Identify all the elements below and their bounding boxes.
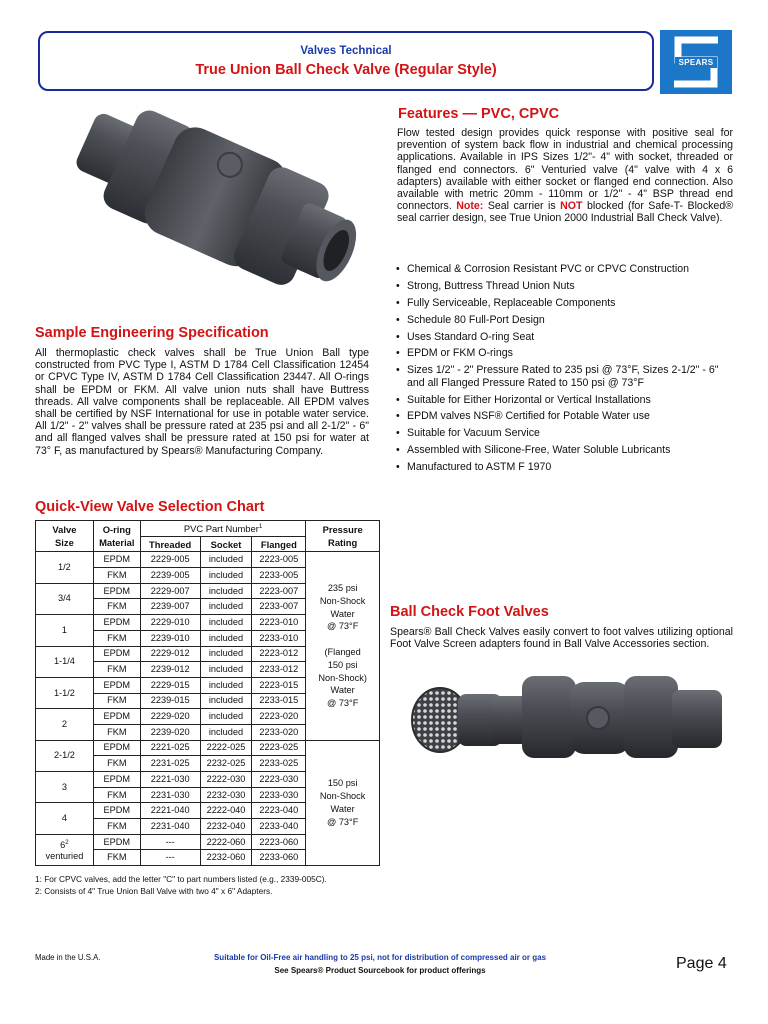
socket-part-cell: 2222-030	[200, 772, 252, 788]
valve-size-cell: 2-1/2	[36, 740, 94, 771]
pressure-rating-cell: 235 psi Non-Shock Water @ 73°F (Flanged 150 psi Non-Shock) Water @ 73°F	[306, 552, 380, 740]
threaded-part-cell: 2239-012	[140, 662, 200, 678]
feature-item: • Assembled with Silicone-Free, Water Soluble Lubricants	[396, 444, 736, 456]
feature-item: • Chemical & Corrosion Resistant PVC or CPVC Construction	[396, 263, 736, 275]
flanged-part-cell: 2223-012	[252, 646, 306, 662]
flanged-part-cell: 2233-005	[252, 568, 306, 584]
flanged-part-cell: 2223-060	[252, 834, 306, 850]
features-intro-text: Flow tested design provides quick response with positive seal for prevention of system back flow in industrial and chemical processing applications. Available in IPS Sizes 1/2"- 4" with socket, threaded or flanged end connectors. 6" Venturied valve (4" valve with 4 x 6 adapters) available with either socket or flanged end connection. Also available with metric 20mm - 110mm or 1/2" - 4" BSP thread end connectors.	[397, 127, 733, 213]
valve-size-cell: 1	[36, 615, 94, 646]
flanged-part-cell: 2233-015	[252, 693, 306, 709]
flanged-part-cell: 2233-060	[252, 850, 306, 866]
oring-material-cell: EPDM	[93, 552, 140, 568]
table-row	[36, 552, 380, 568]
threaded-part-cell: 2239-015	[140, 693, 200, 709]
threaded-part-cell: 2229-020	[140, 709, 200, 725]
note-not: NOT	[560, 200, 583, 213]
flanged-part-cell: 2233-010	[252, 630, 306, 646]
threaded-part-cell: ---	[140, 834, 200, 850]
feature-item: • Suitable for Vacuum Service	[396, 427, 736, 439]
threaded-part-cell: 2229-010	[140, 615, 200, 631]
flanged-part-cell: 2233-020	[252, 724, 306, 740]
socket-part-cell: 2222-025	[200, 740, 252, 756]
feature-item: • Suitable for Either Horizontal or Vertical Installations	[396, 394, 736, 406]
flanged-part-cell: 2223-040	[252, 803, 306, 819]
flanged-part-cell: 2223-025	[252, 740, 306, 756]
threaded-part-cell: 2231-030	[140, 787, 200, 803]
feature-item: • Strong, Buttress Thread Union Nuts	[396, 280, 736, 292]
note-text-1: Seal carrier is	[487, 200, 556, 213]
flanged-part-cell: 2223-030	[252, 772, 306, 788]
spec-heading: Sample Engineering Specification	[35, 325, 269, 341]
socket-part-cell: included	[200, 552, 252, 568]
feature-item: • EPDM or FKM O-rings	[396, 347, 736, 359]
oring-material-cell: FKM	[93, 599, 140, 615]
oring-material-cell: FKM	[93, 787, 140, 803]
spec-text: All thermoplastic check valves shall be True Union Ball type constructed from PVC Type I, ASTM D 1784 Cell Classification 12454 or CPVC Type IV, ASTM D 1784 Cell Classification 23447. All O-rings shall be EPDM or FKM. All valve union nuts shall have Buttress threads. All valve components shall be replaceable. All EPDM valves shall be certified by NSF International for use in potable water service. All 1/2" - 2" valves shall be pressure rated at 235 psi and all 2-1/2" - 6" and all flanged valves shall be pressure rated at 150 psi for water at 73° F, as manufactured by Spears® Manufacturing Company.	[35, 347, 369, 457]
threaded-part-cell: 2239-007	[140, 599, 200, 615]
foot-valve-photo	[410, 672, 735, 762]
socket-part-cell: 2232-060	[200, 850, 252, 866]
socket-part-cell: included	[200, 583, 252, 599]
valve-size-cell: 3/4	[36, 583, 94, 614]
threaded-part-cell: ---	[140, 850, 200, 866]
threaded-part-cell: 2231-040	[140, 819, 200, 835]
features-intro	[397, 127, 733, 225]
flanged-part-cell: 2233-007	[252, 599, 306, 615]
footer-sourcebook: See Spears® Product Sourcebook for product offerings	[274, 966, 486, 975]
oring-material-cell: FKM	[93, 850, 140, 866]
valve-size-cell: 2	[36, 709, 94, 740]
table-body	[36, 552, 380, 866]
oring-material-cell: EPDM	[93, 740, 140, 756]
valve-size-cell: $6^2$ venturied	[36, 834, 94, 865]
flanged-part-cell: 2233-025	[252, 756, 306, 772]
oring-material-cell: EPDM	[93, 803, 140, 819]
chart-heading: Quick-View Valve Selection Chart	[35, 499, 265, 515]
socket-part-cell: included	[200, 599, 252, 615]
col-socket: Socket	[200, 536, 252, 552]
logo-text: SPEARS	[675, 57, 717, 68]
socket-part-cell: included	[200, 646, 252, 662]
socket-part-cell: 2232-030	[200, 787, 252, 803]
foot-valves-heading: Ball Check Foot Valves	[390, 604, 549, 620]
threaded-part-cell: 2221-040	[140, 803, 200, 819]
feature-item: • Manufactured to ASTM F 1970	[396, 461, 736, 473]
oring-material-cell: FKM	[93, 693, 140, 709]
valve-size-cell: 1-1/4	[36, 646, 94, 677]
features-list	[396, 263, 736, 478]
oring-material-cell: FKM	[93, 756, 140, 772]
threaded-part-cell: 2229-007	[140, 583, 200, 599]
valve-size-cell: 3	[36, 772, 94, 803]
threaded-part-cell: 2229-005	[140, 552, 200, 568]
flanged-part-cell: 2223-010	[252, 615, 306, 631]
flanged-part-cell: 2233-030	[252, 787, 306, 803]
oring-material-cell: EPDM	[93, 583, 140, 599]
flanged-part-cell: 2233-040	[252, 819, 306, 835]
valve-size-cell: 1/2	[36, 552, 94, 583]
feature-item: • Uses Standard O-ring Seat	[396, 331, 736, 343]
socket-part-cell: 2232-040	[200, 819, 252, 835]
oring-material-cell: EPDM	[93, 677, 140, 693]
threaded-part-cell: 2221-030	[140, 772, 200, 788]
page-number: Page 4	[676, 955, 727, 972]
spears-logo	[660, 30, 732, 94]
footer-air-notice: Suitable for Oil-Free air handling to 25 psi, not for distribution of compressed air or gas	[213, 953, 547, 962]
feature-item: • Schedule 80 Full-Port Design	[396, 314, 736, 326]
flanged-part-cell: 2223-005	[252, 552, 306, 568]
threaded-part-cell: 2239-005	[140, 568, 200, 584]
socket-part-cell: 2232-025	[200, 756, 252, 772]
note-text-2: blocked (for Safe-T- Blocked® seal carrier design, see True Union 2000 Industrial Ball Check Valve).	[397, 200, 734, 225]
oring-material-cell: FKM	[93, 724, 140, 740]
header-banner	[38, 31, 654, 91]
footnote-2: 2: Consists of 4" True Union Ball Valve with two 4" x 6" Adapters.	[35, 886, 273, 896]
feature-item: • Sizes 1/2" - 2" Pressure Rated to 235 psi @ 73°F, Sizes 2-1/2" - 6" and all Flanged Pressure Rated to 150 psi @ 73°F	[396, 364, 736, 389]
oring-material-cell: EPDM	[93, 646, 140, 662]
socket-part-cell: 2222-060	[200, 834, 252, 850]
note-label: Note:	[456, 200, 484, 213]
oring-material-cell: EPDM	[93, 709, 140, 725]
socket-part-cell: 2222-040	[200, 803, 252, 819]
oring-material-cell: FKM	[93, 819, 140, 835]
feature-item: • Fully Serviceable, Replaceable Components	[396, 297, 736, 309]
oring-material-cell: EPDM	[93, 772, 140, 788]
flanged-part-cell: 2223-015	[252, 677, 306, 693]
valve-size-cell: 4	[36, 803, 94, 834]
socket-part-cell: included	[200, 724, 252, 740]
footnote-1: 1: For CPVC valves, add the letter "C" to part numbers listed (e.g., 2339-005C).	[35, 874, 327, 884]
flanged-part-cell: 2223-007	[252, 583, 306, 599]
threaded-part-cell: 2239-020	[140, 724, 200, 740]
oring-material-cell: FKM	[93, 662, 140, 678]
socket-part-cell: included	[200, 630, 252, 646]
oring-material-cell: FKM	[93, 630, 140, 646]
threaded-part-cell: 2229-012	[140, 646, 200, 662]
flanged-part-cell: 2223-020	[252, 709, 306, 725]
socket-part-cell: included	[200, 677, 252, 693]
table-row	[36, 740, 380, 756]
oring-material-cell: FKM	[93, 568, 140, 584]
col-flanged: Flanged	[252, 536, 306, 552]
socket-part-cell: included	[200, 568, 252, 584]
socket-part-cell: included	[200, 615, 252, 631]
page-title: True Union Ball Check Valve (Regular Style)	[195, 62, 497, 78]
features-heading: Features — PVC, CPVC	[398, 106, 560, 122]
feature-item: • EPDM valves NSF® Certified for Potable Water use	[396, 410, 736, 422]
socket-part-cell: included	[200, 662, 252, 678]
flanged-part-cell: 2233-012	[252, 662, 306, 678]
threaded-part-cell: 2229-015	[140, 677, 200, 693]
ball-check-valve-photo	[62, 103, 362, 308]
socket-part-cell: included	[200, 709, 252, 725]
col-threaded: Threaded	[140, 536, 200, 552]
valve-selection-table	[35, 520, 380, 866]
threaded-part-cell: 2231-025	[140, 756, 200, 772]
threaded-part-cell: 2239-010	[140, 630, 200, 646]
made-in-usa: Made in the U.S.A.	[35, 953, 101, 962]
col-pvc-part-number: PVC Part Number$^1$	[140, 521, 306, 537]
col-pressure-rating: Pressure Rating	[306, 521, 380, 552]
col-oring-material: O-ring Material	[93, 521, 140, 552]
threaded-part-cell: 2221-025	[140, 740, 200, 756]
valve-size-cell: 1-1/2	[36, 677, 94, 708]
header-subtitle: Valves Technical	[300, 45, 392, 57]
foot-valves-text: Spears® Ball Check Valves easily convert to foot valves utilizing optional Foot Valve Screen adapters found in Ball Valve Accessories section.	[390, 626, 733, 651]
socket-part-cell: included	[200, 693, 252, 709]
oring-material-cell: EPDM	[93, 615, 140, 631]
pressure-rating-cell: 150 psi Non-Shock Water @ 73°F	[306, 740, 380, 866]
oring-material-cell: EPDM	[93, 834, 140, 850]
col-valve-size: Valve Size	[36, 521, 94, 552]
